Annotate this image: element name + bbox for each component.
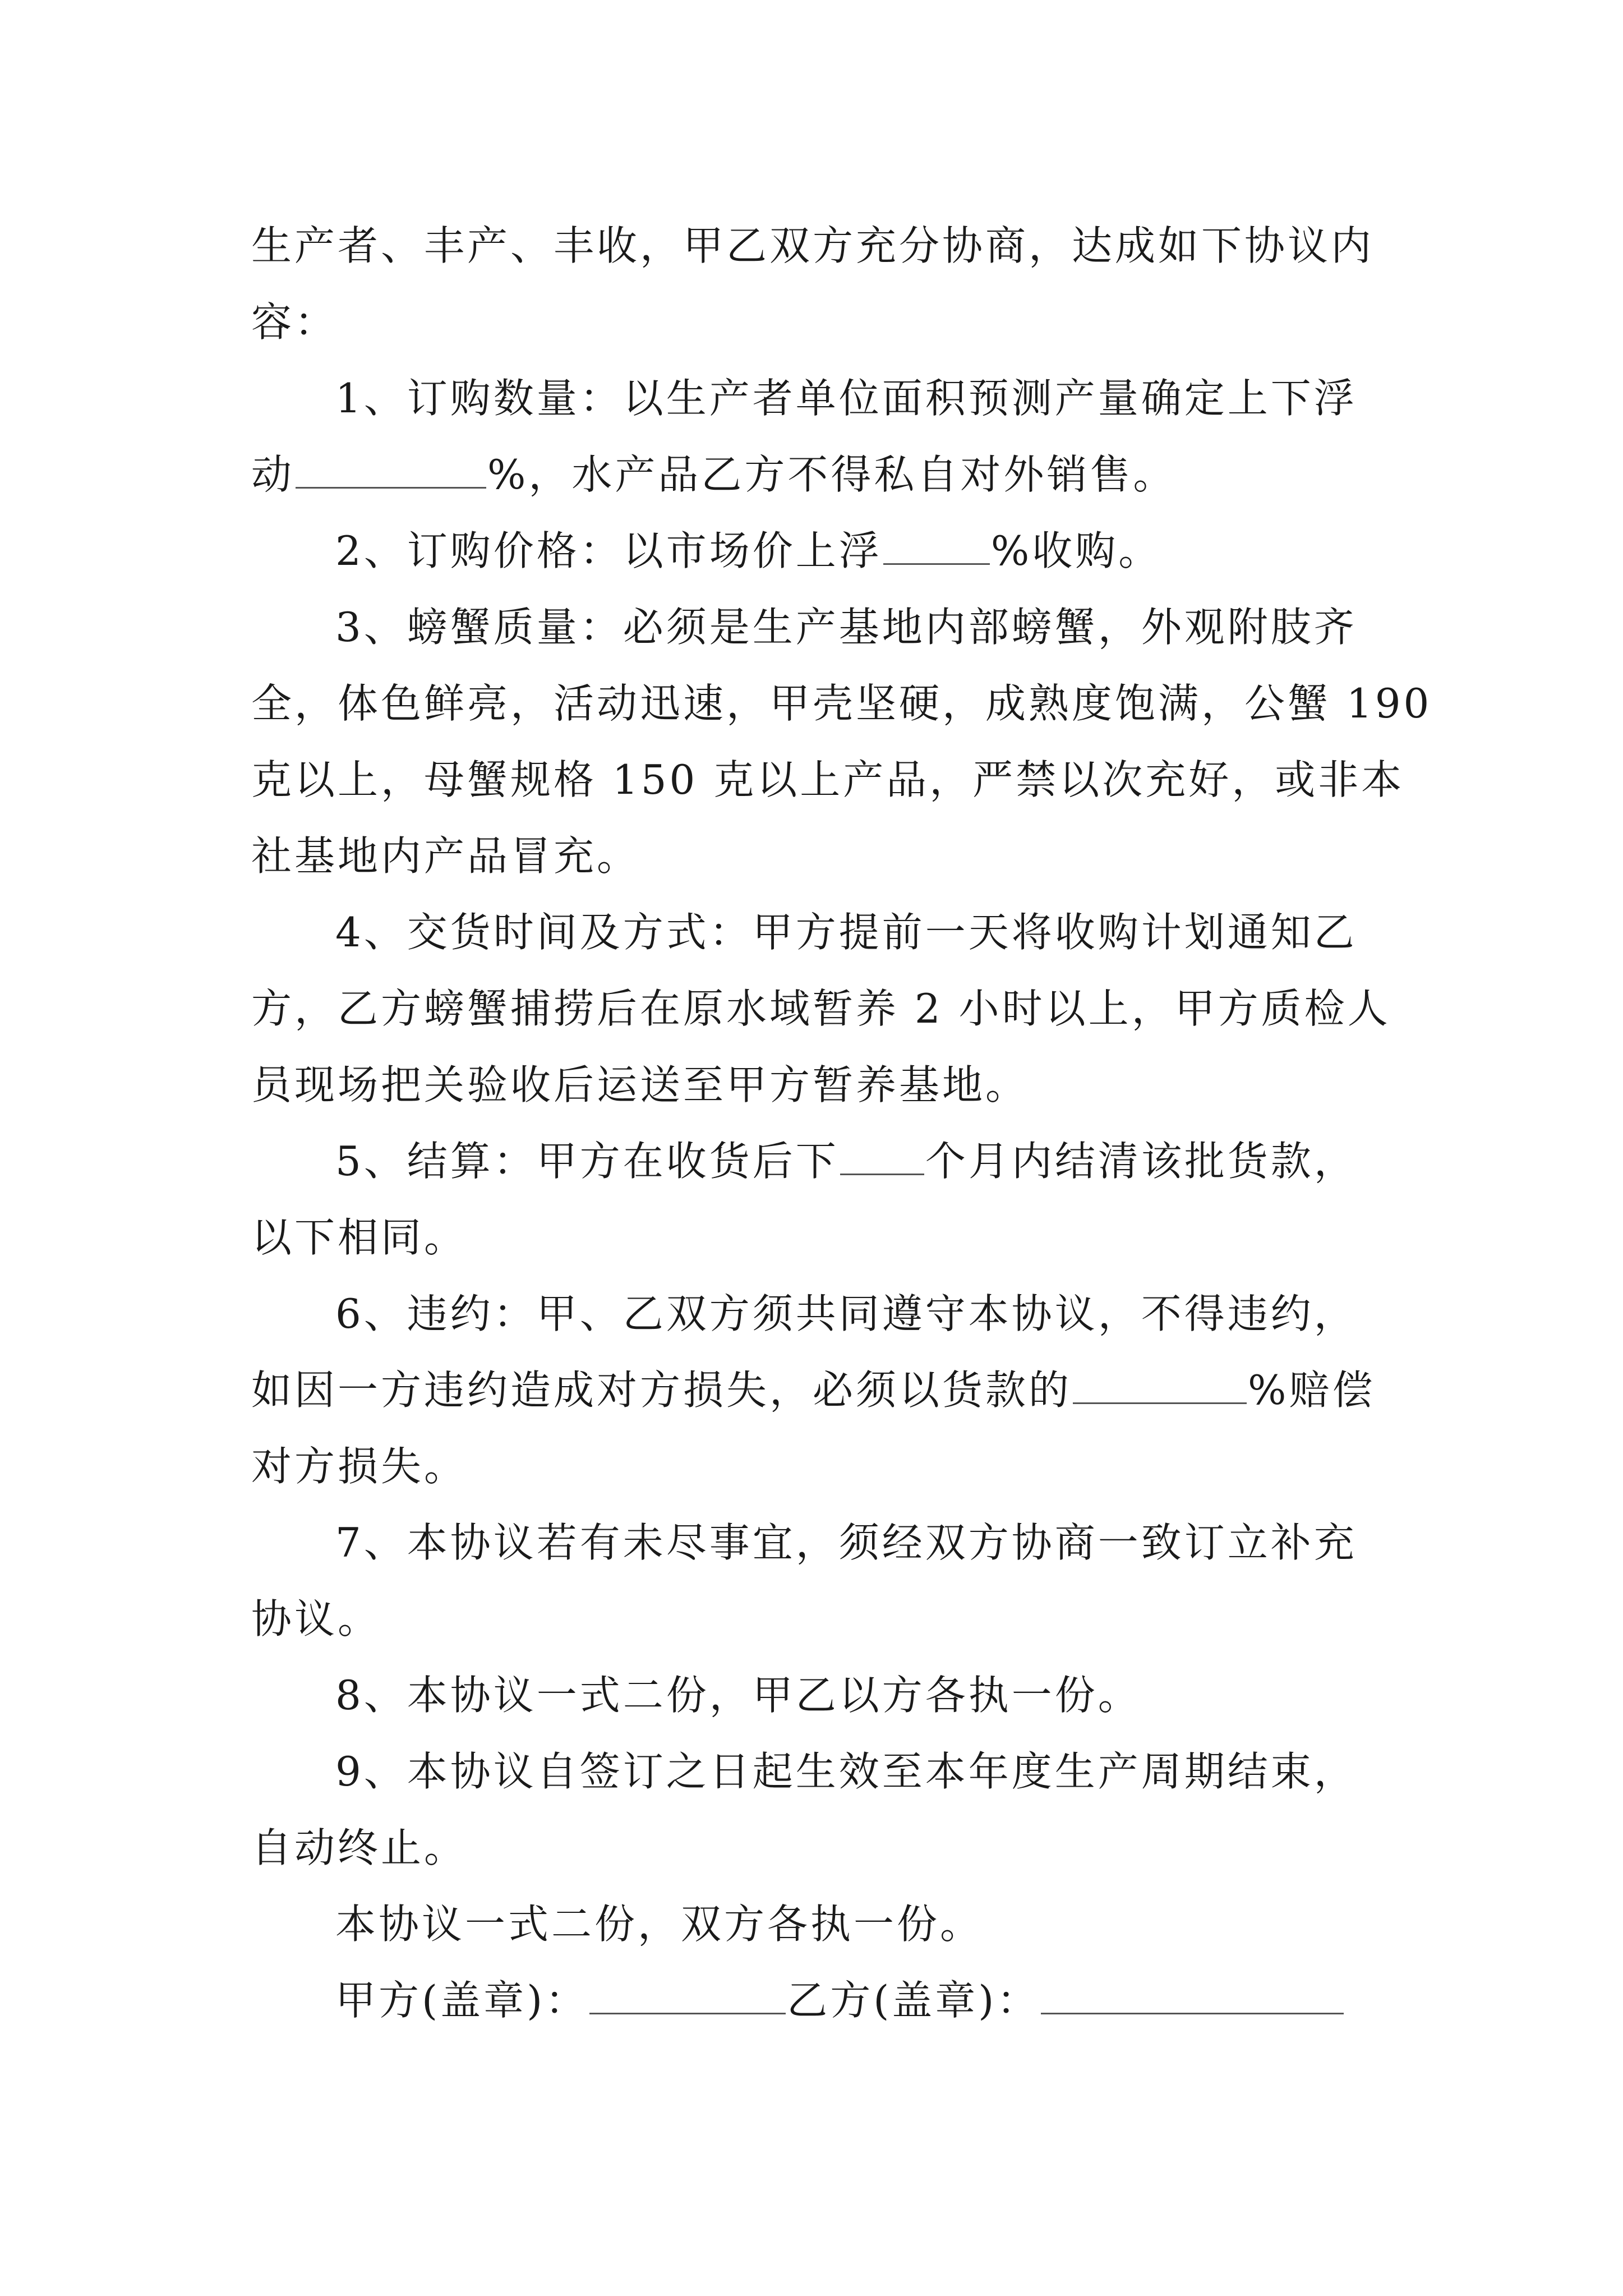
clause-text: 2、订购价格：以市场价上浮 xyxy=(335,527,882,574)
clause-text: %，水产品乙方不得私自对外销售。 xyxy=(487,451,1177,498)
clause-text: %收购。 xyxy=(990,527,1162,574)
clause-6-line: 6、违约：甲、乙双方须共同遵守本协议，不得违约， xyxy=(335,1290,1357,1337)
clause-7-line: 协议。 xyxy=(251,1595,381,1642)
clause-1-line: 1、订购数量：以生产者单位面积预测产量确定上下浮 xyxy=(335,375,1357,422)
clause-3-line: 全，体色鲜亮，活动迅速，甲壳坚硬，成熟度饱满，公蟹 190 xyxy=(251,680,1432,727)
clause-1-line xyxy=(251,436,1390,513)
intro-line: 容： xyxy=(251,298,338,346)
clause-5-line: 以下相同。 xyxy=(251,1214,468,1261)
party-a-label: 甲方(盖章)： xyxy=(335,1977,589,2024)
intro-line: 生产者、丰产、丰收，甲乙双方充分协商，达成如下协议内 xyxy=(251,222,1375,269)
clause-text: 动 xyxy=(251,451,295,498)
party-a-signature-blank[interactable] xyxy=(589,1975,786,2014)
clause-text: 个月内结清该批货款， xyxy=(925,1138,1357,1185)
clause-3-line: 3、螃蟹质量：必须是生产基地内部螃蟹，外观附肢齐 xyxy=(335,604,1357,651)
fill-in-blank[interactable] xyxy=(883,525,990,565)
clause-text: 5、结算：甲方在收货后下 xyxy=(335,1138,839,1185)
clause-5-line xyxy=(251,1123,1390,1199)
fill-in-blank[interactable] xyxy=(840,1135,924,1175)
closing-line: 本协议一式二份，双方各执一份。 xyxy=(335,1901,984,1948)
party-b-signature-blank[interactable] xyxy=(1041,1975,1344,2014)
clause-8-line: 8、本协议一式二份，甲乙以方各执一份。 xyxy=(335,1672,1141,1719)
clause-text: 如因一方违约造成对方损失，必须以货款的 xyxy=(251,1366,1072,1414)
clause-6-line xyxy=(251,1352,1390,1428)
clause-4-line: 方，乙方螃蟹捕捞后在原水域暂养 2 小时以上，甲方质检人 xyxy=(251,985,1391,1032)
signature-line xyxy=(251,1962,1390,2039)
clause-6-line: 对方损失。 xyxy=(251,1443,468,1490)
clause-3-line: 社基地内产品冒充。 xyxy=(251,832,640,880)
clause-3-line: 克以上，母蟹规格 150 克以上产品，严禁以次充好，或非本 xyxy=(251,756,1405,803)
clause-7-line: 7、本协议若有未尽事宜，须经双方协商一致订立补充 xyxy=(335,1519,1357,1566)
clause-9-line: 9、本协议自签订之日起生效至本年度生产周期结束， xyxy=(335,1748,1357,1795)
document-page xyxy=(251,208,1432,2039)
clause-text: %赔偿 xyxy=(1248,1366,1376,1414)
clause-9-line: 自动终止。 xyxy=(251,1824,468,1871)
clause-2-line xyxy=(251,513,1390,589)
clause-4-line: 员现场把关验收后运送至甲方暂养基地。 xyxy=(251,1061,1029,1108)
party-b-label: 乙方(盖章)： xyxy=(787,1977,1040,2024)
fill-in-blank[interactable] xyxy=(296,449,486,489)
clause-4-line: 4、交货时间及方式：甲方提前一天将收购计划通知乙 xyxy=(335,909,1357,956)
fill-in-blank[interactable] xyxy=(1073,1364,1247,1404)
